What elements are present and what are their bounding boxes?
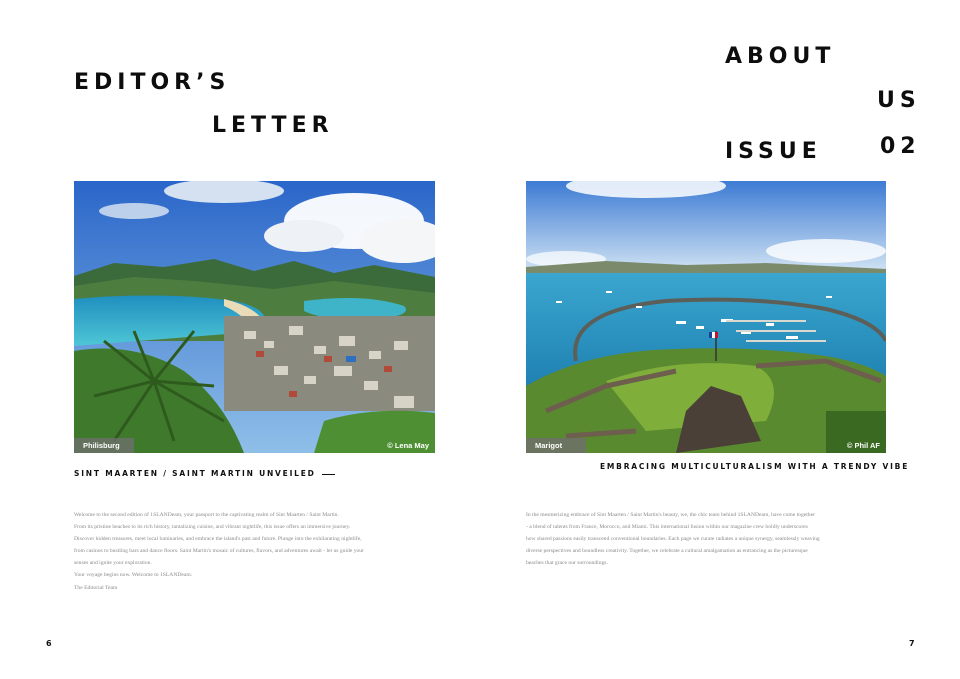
body-line: Your voyage begins now. Welcome to 1SLANDeam.: [74, 572, 193, 579]
marigot-photo: [526, 181, 886, 453]
marigot-harbor-image: [526, 181, 886, 453]
left-subheading: [74, 469, 335, 478]
philisburg-photo: [74, 181, 435, 453]
about-heading: ABOUT: [725, 44, 836, 69]
body-line: In the mesmerizing embrace of Sint Maarten / Saint Martin's beauty, we, the chic team behind 1SLANDeam, have come together: [526, 512, 815, 518]
philisburg-landscape-image: [74, 181, 435, 453]
us-heading: US: [877, 88, 921, 113]
right-subheading: EMBRACING MULTICULTURALISM WITH A TRENDY VIBE: [600, 462, 910, 471]
body-line: From its pristine beaches to its rich history, tantalizing cuisine, and vibrant nightlife, this issue offers an immersive journey.: [74, 524, 351, 531]
about-us-body: [526, 509, 882, 569]
photo-location-label: Marigot: [526, 438, 586, 453]
page-number-right: 7: [909, 639, 915, 648]
body-line: The Editorial Team: [74, 584, 118, 591]
letter-heading: LETTER: [212, 113, 334, 138]
editors-letter-body: [74, 509, 430, 594]
photo-location-label: Philisburg: [74, 438, 134, 453]
issue-number: 02: [880, 134, 921, 159]
photo-credit: © Lena May: [387, 441, 429, 450]
left-subheading-text: SINT MAARTEN / SAINT MARTIN UNVEILED: [74, 469, 316, 478]
body-line: how shared passions easily transcend conventional boundaries. Each page we curate radiates a unique synergy, seamlessly weaving: [526, 536, 820, 543]
body-line: Welcome to the second edition of 1SLANDeam, your passport to the captivating realm of Sint Maarten / Saint Martin.: [74, 512, 339, 518]
body-line: Discover hidden treasures, meet local luminaries, and embrace the island's past and future. Plunge into the exhilarating nightlife,: [74, 536, 362, 543]
body-line: beaches that grace our surroundings.: [526, 560, 608, 567]
editors-heading: EDITOR’S: [74, 70, 231, 95]
dash-divider: [322, 474, 335, 475]
body-line: diverse perspectives and boundless creativity. Together, we celebrate a cultural amalgamation as entrancing as the picturesque: [526, 548, 808, 555]
body-line: - a blend of talents from France, Morocco, and Miami. This international fusion within our magazine crew boldly underscores: [526, 524, 808, 531]
page-number-left: 6: [46, 639, 52, 648]
issue-heading: ISSUE: [725, 139, 822, 164]
body-line: senses and ignite your exploration.: [74, 560, 152, 567]
photo-credit: © Phil AF: [846, 441, 880, 450]
body-line: from casinos to bustling bars and dance floors. Saint Martin's mosaic of cultures, flavors, and adventures await - let us guide your: [74, 548, 364, 555]
